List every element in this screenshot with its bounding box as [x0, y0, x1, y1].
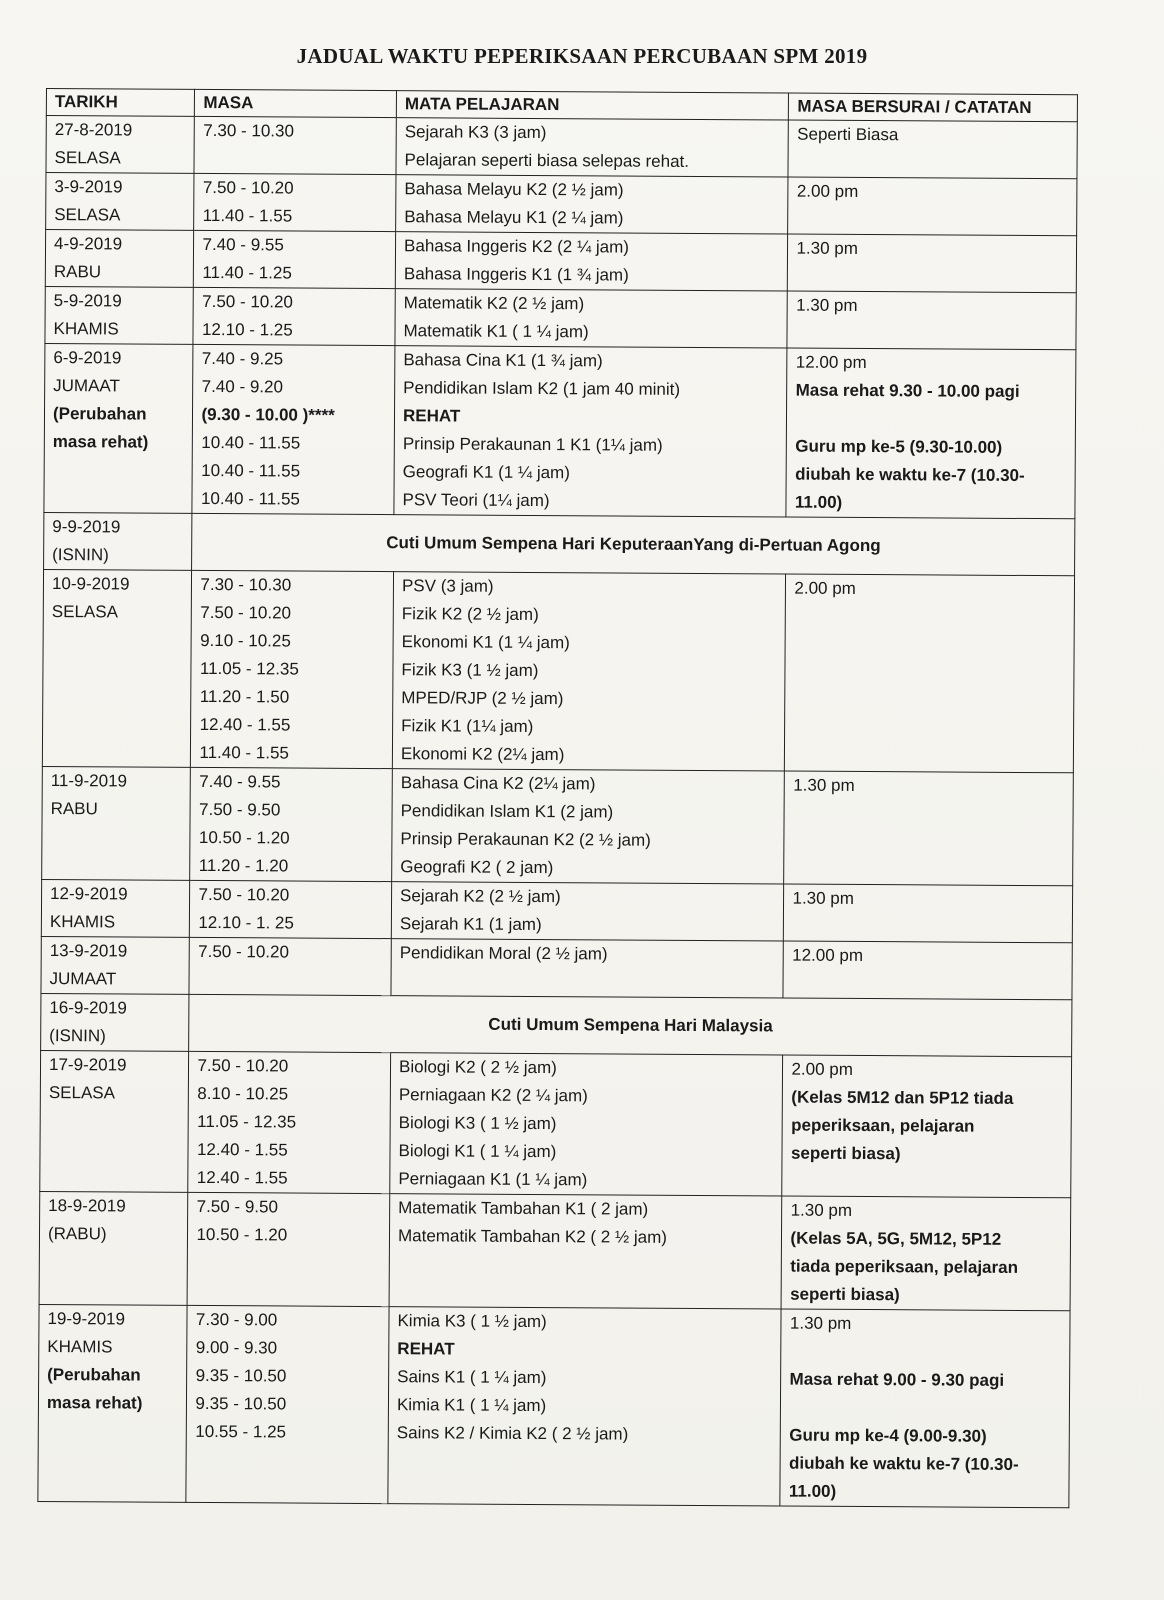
date-cell-line: SELASA: [48, 1083, 116, 1103]
time-cell-line: 11.05 - 12.35: [199, 658, 299, 679]
time-cell: [188, 1192, 390, 1306]
date-cell-line: 19-9-2019: [47, 1309, 126, 1329]
holiday-cell: Cuti Umum Sempena Hari Malaysia: [189, 994, 1072, 1056]
subject-cell: [395, 232, 788, 291]
date-cell: [46, 116, 195, 174]
date-cell-line: 18-9-2019: [48, 1196, 126, 1216]
date-cell-line: KHAMIS: [49, 912, 116, 932]
notes-cell-line: tiada peperiksaan, pelajaran: [790, 1256, 1019, 1277]
time-cell-line: 7.30 - 10.30: [203, 120, 295, 141]
time-cell-line: 9.10 - 10.25: [200, 630, 291, 651]
notes-cell: [788, 234, 1077, 293]
notes-cell-line: [789, 1394, 1061, 1424]
notes-cell-line: [790, 1338, 1062, 1368]
time-cell-line: 7.30 - 10.30: [200, 574, 292, 595]
subject-cell-line: Matematik Tambahan K2 ( 2 ½ jam): [397, 1226, 668, 1247]
date-cell-line: 27-8-2019: [54, 120, 133, 140]
exam-row: [45, 230, 1076, 293]
time-cell-line: 11.40 - 1.55: [202, 205, 293, 226]
exam-schedule-table: [37, 88, 1078, 1508]
notes-cell: [787, 291, 1076, 350]
subject-cell: [396, 175, 789, 234]
date-cell: [42, 766, 191, 880]
time-cell-line: (9.30 - 10.00 )****: [201, 404, 335, 425]
date-cell-line: (ISNIN): [52, 545, 109, 565]
date-cell: [42, 569, 192, 767]
subject-cell-line: Pelajaran seperti biasa selepas rehat.: [404, 150, 690, 171]
subject-cell: [396, 118, 789, 177]
notes-cell-line: 11.00): [794, 492, 843, 512]
time-cell: [189, 937, 391, 995]
subject-cell-line: Geografi K2 ( 2 jam): [400, 857, 554, 878]
time-cell-line: 7.40 - 9.25: [201, 348, 284, 369]
exam-row: [42, 766, 1074, 885]
time-cell: [191, 570, 394, 768]
notes-cell-line: Masa rehat 9.00 - 9.30 pagi: [789, 1369, 1005, 1390]
notes-cell: [788, 120, 1077, 179]
date-cell: [46, 173, 195, 231]
subject-cell: [390, 1053, 783, 1196]
date-cell-line: 17-9-2019: [48, 1055, 127, 1075]
subject-cell: [394, 346, 787, 517]
exam-row: [39, 1191, 1071, 1310]
time-cell: [193, 287, 395, 345]
date-cell-line: 13-9-2019: [49, 941, 128, 961]
notes-cell: [788, 177, 1077, 236]
notes-cell-line: 1.30 pm: [792, 888, 855, 908]
time-cell-line: 9.00 - 9.30: [195, 1337, 278, 1358]
time-cell-line: 7.40 - 9.55: [199, 771, 281, 792]
subject-cell-line: Perniagaan K2 (2 ¼ jam): [398, 1085, 588, 1106]
subject-cell-line: Bahasa Cina K2 (2¼ jam): [400, 773, 596, 794]
exam-row: [46, 116, 1077, 179]
date-cell-line: JUMAAT: [53, 376, 120, 396]
date-cell-line: 12-9-2019: [50, 884, 128, 904]
date-cell: [38, 1304, 188, 1502]
time-cell-line: 7.50 - 10.20: [202, 291, 293, 312]
time-cell: [194, 230, 396, 288]
subject-cell-line: Pendidikan Moral (2 ½ jam): [399, 943, 608, 964]
exam-row: [41, 936, 1072, 999]
subject-cell-line: Sejarah K1 (1 jam): [399, 914, 542, 935]
date-cell: [40, 1050, 189, 1192]
notes-cell-line: seperti biasa): [790, 1284, 900, 1305]
exam-row: [45, 286, 1076, 349]
date-cell-line: KHAMIS: [53, 319, 119, 339]
time-cell-line: 11.40 - 1.55: [199, 742, 289, 763]
date-cell-line: 3-9-2019: [54, 177, 123, 197]
exam-row: [42, 569, 1074, 772]
subject-cell-line: REHAT: [397, 1339, 455, 1359]
time-cell-line: 11.20 - 1.20: [198, 855, 289, 876]
date-cell-line: SELASA: [54, 205, 121, 225]
date-cell: [44, 343, 194, 513]
date-cell-line: 11-9-2019: [50, 771, 128, 791]
date-cell: [44, 512, 193, 570]
subject-cell-line: MPED/RJP (2 ½ jam): [401, 688, 564, 709]
time-cell: [190, 767, 392, 881]
time-cell: [194, 173, 396, 231]
subject-cell-line: Bahasa Cina K1 (1 ¾ jam): [403, 350, 603, 371]
time-cell: [188, 1051, 390, 1193]
notes-cell-line: (Kelas 5M12 dan 5P12 tiada: [791, 1087, 1014, 1108]
notes-cell-line: seperti biasa): [790, 1143, 901, 1164]
subject-cell: [395, 289, 788, 348]
time-cell: [192, 344, 395, 514]
subject-cell-line: PSV Teori (1¼ jam): [402, 490, 550, 511]
subject-cell-line: Matematik K2 (2 ½ jam): [403, 293, 585, 314]
subject-cell-line: Prinsip Perakaunan K2 (2 ½ jam): [400, 829, 651, 850]
notes-cell-line: Guru mp ke-4 (9.00-9.30): [789, 1425, 987, 1446]
subject-cell-line: Bahasa Inggeris K2 (2 ¼ jam): [404, 236, 630, 257]
subject-cell: [391, 882, 784, 941]
date-cell-line: 16-9-2019: [49, 998, 127, 1018]
exam-row: [40, 1050, 1072, 1197]
holiday-row: [41, 993, 1072, 1056]
exam-row: [41, 879, 1072, 942]
subject-cell-line: Sejarah K2 (2 ½ jam): [400, 886, 561, 907]
date-cell-line: 9-9-2019: [52, 517, 121, 537]
time-cell-line: 10.40 - 11.55: [201, 432, 301, 453]
notes-cell-line: [795, 405, 1067, 435]
date-cell-line: JUMAAT: [49, 969, 117, 989]
date-cell: [41, 993, 190, 1051]
header-subject: MATA PELAJARAN: [396, 91, 789, 120]
subject-cell-line: Ekonomi K1 (1 ¼ jam): [401, 632, 570, 653]
date-cell-line: SELASA: [51, 602, 119, 622]
subject-cell-line: Matematik K1 ( 1 ¼ jam): [403, 321, 589, 342]
notes-cell-line: 1.30 pm: [796, 295, 858, 315]
time-cell-line: 7.50 - 9.50: [199, 799, 281, 820]
notes-cell-line: 12.00 pm: [795, 352, 867, 373]
header-date: TARIKH: [46, 89, 195, 117]
subject-cell-line: Bahasa Inggeris K1 (1 ¾ jam): [403, 264, 629, 285]
subject-cell: [388, 1307, 782, 1506]
time-cell: [194, 116, 396, 174]
time-cell-line: 12.10 - 1.25: [201, 319, 293, 340]
schedule-body: [38, 116, 1077, 1508]
notes-cell-line: 2.00 pm: [791, 1059, 853, 1079]
notes-cell: [785, 574, 1075, 773]
subject-cell-line: Sains K1 ( 1 ¼ jam): [397, 1367, 547, 1388]
subject-cell-line: Bahasa Melayu K1 (2 ¼ jam): [404, 207, 624, 228]
notes-cell-line: Guru mp ke-5 (9.30-10.00): [795, 436, 1003, 457]
time-cell-line: 7.30 - 9.00: [195, 1309, 278, 1330]
subject-cell-line: REHAT: [402, 406, 461, 426]
notes-cell-line: 12.00 pm: [792, 945, 864, 966]
subject-cell-line: Matematik Tambahan K1 ( 2 jam): [398, 1198, 649, 1219]
subject-cell-line: Geografi K1 (1 ¼ jam): [402, 462, 570, 483]
date-cell-line: masa rehat): [52, 432, 149, 452]
date-cell: [39, 1191, 188, 1305]
time-cell-line: 7.40 - 9.55: [202, 234, 284, 255]
date-cell-line: SELASA: [54, 148, 121, 168]
date-cell-line: KHAMIS: [47, 1337, 113, 1357]
page-title: JADUAL WAKTU PEPERIKSAAN PERCUBAAN SPM 2019: [296, 44, 868, 68]
time-cell-line: 10.55 - 1.25: [195, 1421, 287, 1442]
date-cell: [41, 879, 190, 937]
time-cell-line: 7.50 - 10.20: [197, 1055, 289, 1076]
header-notes: MASA BERSURAI / CATATAN: [789, 93, 1078, 122]
time-cell: [190, 880, 392, 938]
notes-cell-line: 1.30 pm: [796, 238, 858, 258]
subject-cell-line: PSV (3 jam): [401, 576, 494, 596]
date-cell-line: 4-9-2019: [53, 234, 123, 254]
notes-cell-line: (Kelas 5A, 5G, 5M12, 5P12: [790, 1228, 1002, 1249]
header-time: MASA: [195, 89, 397, 117]
subject-cell-line: Prinsip Perakaunan 1 K1 (1¼ jam): [402, 434, 663, 455]
notes-cell-line: 2.00 pm: [796, 181, 859, 201]
time-cell-line: 11.20 - 1.50: [199, 686, 290, 707]
time-cell-line: 12.40 - 1.55: [196, 1139, 288, 1160]
notes-cell: [783, 941, 1072, 1000]
exam-row: [44, 343, 1076, 518]
notes-cell-line: 1.30 pm: [789, 1313, 852, 1333]
time-cell-line: 7.50 - 9.50: [196, 1196, 278, 1217]
time-cell-line: 10.40 - 11.55: [201, 460, 301, 481]
time-cell-line: 10.50 - 1.20: [198, 827, 290, 848]
subject-cell-line: Kimia K3 ( 1 ½ jam): [397, 1311, 547, 1332]
notes-cell-line: Seperti Biasa: [797, 124, 899, 145]
notes-cell: [780, 1309, 1070, 1508]
date-cell-line: (ISNIN): [49, 1026, 106, 1046]
subject-cell-line: Sejarah K3 (3 jam): [404, 122, 547, 143]
notes-cell: [784, 771, 1073, 886]
subject-cell: [392, 769, 785, 884]
time-cell-line: 11.40 - 1.25: [202, 262, 292, 283]
time-cell-line: 9.35 - 10.50: [195, 1393, 287, 1414]
subject-cell-line: Pendidikan Islam K1 (2 jam): [400, 801, 614, 822]
date-cell-line: (Perubahan: [52, 404, 147, 424]
time-cell-line: 8.10 - 10.25: [197, 1083, 289, 1104]
notes-cell: [782, 1196, 1071, 1311]
subject-cell-line: Pendidikan Islam K2 (1 jam 40 minit): [403, 378, 681, 399]
subject-cell-line: Kimia K1 ( 1 ¼ jam): [396, 1395, 547, 1416]
date-cell-line: (Perubahan: [47, 1365, 141, 1385]
date-cell-line: RABU: [53, 262, 102, 282]
exam-row: [38, 1304, 1070, 1507]
subject-cell: [391, 939, 784, 998]
time-cell-line: 12.10 - 1. 25: [198, 912, 294, 933]
holiday-row: [44, 512, 1075, 575]
time-cell-line: 9.35 - 10.50: [195, 1365, 287, 1386]
time-cell-line: 12.40 - 1.55: [196, 1167, 288, 1188]
date-cell-line: RABU: [50, 799, 98, 819]
notes-cell-line: diubah ke waktu ke-7 (10.30-: [789, 1453, 1019, 1474]
notes-cell: [784, 884, 1073, 943]
time-cell-line: 10.40 - 11.55: [200, 488, 300, 509]
subject-cell-line: Fizik K3 (1 ½ jam): [401, 660, 539, 681]
date-cell-line: 10-9-2019: [51, 574, 130, 594]
notes-cell-line: 2.00 pm: [794, 578, 856, 598]
subject-cell: [389, 1194, 782, 1309]
notes-cell-line: peperiksaan, pelajaran: [791, 1115, 975, 1136]
subject-cell-line: Fizik K1 (1¼ jam): [401, 716, 534, 736]
date-cell-line: (RABU): [47, 1224, 107, 1244]
subject-cell-line: Perniagaan K1 (1 ¼ jam): [398, 1169, 588, 1190]
time-cell-line: 7.50 - 10.20: [198, 941, 290, 962]
subject-cell-line: Sains K2 / Kimia K2 ( 2 ½ jam): [396, 1423, 629, 1444]
notes-cell-line: Masa rehat 9.30 - 10.00 pagi: [795, 380, 1020, 401]
time-cell: [186, 1305, 389, 1503]
date-cell-line: 5-9-2019: [53, 291, 122, 311]
time-cell-line: 12.40 - 1.55: [199, 714, 291, 735]
time-cell-line: 7.50 - 10.20: [200, 602, 292, 623]
time-cell-line: 7.40 - 9.20: [201, 376, 284, 397]
subject-cell-line: Biologi K3 ( 1 ½ jam): [398, 1113, 557, 1134]
date-cell-line: 6-9-2019: [53, 348, 122, 368]
date-cell: [45, 286, 194, 344]
notes-cell: [786, 348, 1076, 519]
notes-cell-line: 11.00): [788, 1481, 837, 1501]
holiday-cell: Cuti Umum Sempena Hari KeputeraanYang di-Pertuan Agong: [192, 513, 1075, 575]
subject-cell-line: Fizik K2 (2 ½ jam): [401, 604, 539, 625]
notes-cell-line: 1.30 pm: [790, 1200, 853, 1220]
exam-row: [46, 173, 1077, 236]
subject-cell-line: Ekonomi K2 (2¼ jam): [400, 744, 565, 765]
subject-cell: [392, 572, 786, 771]
date-cell: [41, 936, 190, 994]
date-cell: [45, 230, 194, 288]
date-cell-line: masa rehat): [46, 1393, 143, 1413]
notes-cell: [782, 1055, 1071, 1198]
time-cell-line: 7.50 - 10.20: [198, 884, 290, 905]
time-cell-line: 11.05 - 12.35: [197, 1111, 297, 1132]
subject-cell-line: Bahasa Melayu K2 (2 ½ jam): [404, 179, 624, 200]
time-cell-line: 7.50 - 10.20: [202, 177, 294, 198]
notes-cell-line: 1.30 pm: [793, 775, 855, 795]
subject-cell-line: Biologi K2 ( 2 ½ jam): [398, 1057, 557, 1078]
time-cell-line: 10.50 - 1.20: [196, 1224, 288, 1245]
subject-cell-line: Biologi K1 ( 1 ¼ jam): [398, 1141, 557, 1162]
notes-cell-line: diubah ke waktu ke-7 (10.30-: [795, 464, 1025, 485]
